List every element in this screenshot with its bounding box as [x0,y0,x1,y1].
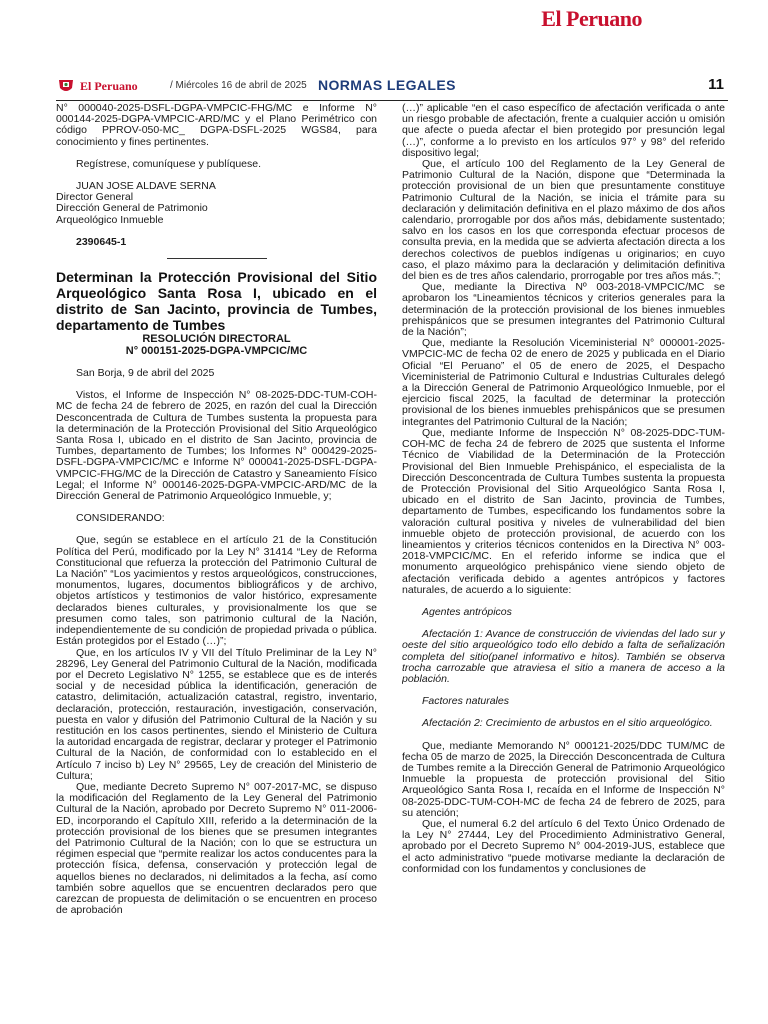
paragraph: Que, mediante Informe de Inspección N° 08-2025-DDC-TUM-COH-MC de fecha 24 de febrero de 2025 que sustenta el Informe Técnico de Viabilidad de la Determinación de la Protección Provisional del Bien Inmueble Prehispánico, el especialista de la Dirección Desconcentrada de Cultura Tumbes sustenta la propuesta de Protección Provisional del Sitio Arqueológico Santa Rosa I, ubicado en el distrito de San Jacinto, provincia de Tumbes, departamento de Tumbes, especificando los fundamentos sobre la valoración cultural positiva y niveles de vulnerabilidad del bien inmueble objeto de protección provisional, de acuerdo con los lineamientos y criterios técnicos contenidos en la Directiva N° 003-2018-VMPCIC/MC. En el referido informe se indica que el monumento arqueológico prehispánico viene siendo objeto de afectación verificada debido a agentes antrópicos y factores naturales, de acuerdo a lo siguiente: [402,426,725,596]
closing-formula: Regístrese, comuníquese y publíquese. [76,157,262,170]
paragraph: N° 000040-2025-DSFL-DGPA-VMPCIC-FHG/MC e Informe N° 000144-2025-DGPA-VMPCIC-ARD/MC y el Plano Perimétrico con código PPROV-050-MC_ DGPA-DSFL-2025 WGS84, para conocimiento y fines pertinentes. [56,103,377,148]
paragraph: Que, el numeral 6.2 del artículo 6 del Texto Único Ordenado de la Ley N° 27444, Ley del Procedimiento Administrativo General, aprobado por el Decreto Supremo N° 004-2019-JUS, establece que el acto administrativo “puede motivarse mediante la declaración de conformidad con los fundamentos y conclusiones de [402,817,725,875]
paragraph: (…)” aplicable “en el caso específico de afectación verificada o ante un riesgo probable de afectación, frente a cualquier acción u omisión que afecte o pueda afectar el bien protegido por presunción legal (…)”, conforme a lo previsto en los artículos 97° y 98° del referido dispositivo legal; [402,103,725,159]
place-date: San Borja, 9 de abril del 2025 [76,367,215,380]
masthead-logo: El Peruano [541,6,642,31]
paragraph-vistos: Vistos, el Informe de Inspección N° 08-2025-DDC-TUM-COH-MC de fecha 24 de febrero de 2025, en razón del cual la Dirección Desconcentrada de Cultura de Tumbes sustenta la propuesta para la determinación de la Protección Provisional del Sitio Arqueológico Santa Rosa I, ubicado en el distrito de San Jacinto, provincia de Tumbes, departamento de Tumbes; los Informes N° 000429-2025-DSFL-DGPA-VMPCIC/MC e Informe N° 000041-2025-DSFL-DGPA-VMPCIC-FHG/MC de la Dirección de Catastro y Saneamiento Físico Legal; el Informe N° 000146-2025-DGPA-VMPCIC-ARD/MC de la Dirección General de Patrimonio Arqueológico Inmueble, y; [56,389,377,503]
divider [167,258,267,259]
paragraph: Que, mediante la Resolución Viceministerial N° 000001-2025-VMPCIC-MC de fecha 02 de enero de 2025 y publicada en el Diario Oficial “El Peruano” el 05 de enero de 2025, el Despacho Viceministerial de Patrimonio Cultural e Industrias Culturales delegó a la Dirección General de Patrimonio Arqueológico Inmueble, por el ejercicio fiscal 2025, la facultad de determinar la protección provisional de los bienes inmuebles prehispánicos que se presumen integrantes del Patrimonio Cultural de la Nación; [402,337,725,428]
header-paper-name: El Peruano [80,79,138,93]
subheading-agentes: Agentes antrópicos [422,605,512,618]
subheading-factores: Factores naturales [422,695,509,708]
paragraph: Que, mediante Memorando N° 000121-2025/DDC TUM/MC de fecha 05 de marzo de 2025, la Dirección Desconcentrada de Cultura de Tumbes remite a la Dirección General de Patrimonio Arqueológico Inmueble la propuesta de protección provisional del Sitio Arqueológico Santa Rosa I, recaída en el Informe de Inspección N° 08-2025-DDC-TUM-COH-MC de fecha 24 de febrero de 2025, para su atención; [402,739,725,819]
document-code: 2390645-1 [76,235,127,248]
paragraph: Que, según se establece en el artículo 21 de la Constitución Política del Perú, modificado por la Ley N° 31414 “Ley de Reforma Constitucional que refuerza la protección del Patrimonio Cultural de La Nación” “Los yacimientos y restos arqueológicos, construcciones, monumentos, lugares, documentos bibliográficos y de archivo, objetos artísticos y testimonios de valor histórico, expresamente declarados bienes culturales, y provisionalmente los que se presumen como tales, son patrimonio cultural de la Nación, independientemente de su condición de propiedad privada o pública. Están protegidos por el Estado (…)”; [56,534,377,648]
right-column [402,103,725,1019]
paragraph: Que, en los artículos IV y VII del Título Preliminar de la Ley N° 28296, Ley General del Patrimonio Cultural de la Nación, modificada por el Decreto Legislativo N° 1255, se establece que es de interés social y de necesidad pública la identificación, generación de catastro, delimitación, actualización catastral, registro, inventario, declaración, protección, restauración, investigación, conservación, puesta en valor y difusión del Patrimonio Cultural de la Nación y su restitución en los casos pertinentes, siendo el Ministerio de Cultura la autoridad encargada de registrar, declarar y proteger el Patrimonio Cultural de la Nación, de conformidad con lo establecido en el Artículo 7 inciso b) Ley N° 29565, Ley de creación del Ministerio de Cultura; [56,646,377,782]
left-column [56,103,377,1019]
paragraph: Que, mediante la Directiva Nº 003-2018-VMPCIC/MC se aprobaron los “Lineamientos técnicos y criterios generales para la determinación de la protección provisional de los bienes inmuebles prehispánicos que se presumen integrantes del Patrimonio Cultural de la Nación”; [402,281,725,339]
article-title: Determinan la Protección Provisional del Sitio Arqueológico Santa Rosa I, ubicado en el distrito de San Jacinto, provincia de Tumbes, departamento de Tumbes [56,269,377,334]
afectacion-2: Afectación 2: Crecimiento de arbustos en el sitio arqueológico. [422,717,713,730]
paragraph: Que, mediante Decreto Supremo N° 007-2017-MC, se dispuso la modificación del Reglamento de la Ley General del Patrimonio Cultural de la Nación, aprobado por Decreto Supremo N° 011-2006-ED, incorporando el Capítulo XIII, referido a la determinación de la protección provisional de los bienes que se presumen integrantes del Patrimonio Cultural de la Nación; con lo que se estructura un régimen especial que “permite realizar los actos conducentes para la protección física, defensa, conservación y protección legal de aquellos bienes no declarados, ni delimitados a la fecha, así como también sobre aquellos que se encuentren declarados pero que carezcan de propuesta de delimitación o se encuentren en proceso de aprobación [56,780,377,917]
page-number: 11 [708,76,724,93]
afectacion-1: Afectación 1: Avance de construcción de viviendas del lado sur y oeste del sitio arqueológico todo ello debido a falta de señalización completa del sitio(panel informativo e hitos). También se observa trocha carrozable que atraviesa el sitio a manera de acceso a la población. [402,628,725,685]
resolution-heading: RESOLUCIÓN DIRECTORAL [142,333,291,346]
paragraph: Que, el artículo 100 del Reglamento de la Ley General de Patrimonio Cultural de la Nación, dispone que “Determinada la protección provisional de un bien que presuntamente constituye Patrimonio Cultural de la Nación, se inicia el trámite para su declaración y delimitación definitiva en el plazo máximo de dos años calendario, prorrogable por dos años más, debidamente sustentado; salvo en los casos en los que corresponda efectuar procesos de consulta previa, en la medida que se advierta afectación directa a los derechos colectivos de pueblos indígenas u originarios; en cuyo caso, el plazo máximo para la declaración y delimitación definitiva del bien es de tres años calendario, prorrogable por tres años más.”; [402,158,725,283]
page-header [56,76,728,101]
signature-block: JUAN JOSE ALDAVE SERNA Director General Dirección General de Patrimonio Arqueológico Inmueble [56,180,216,226]
coat-of-arms-icon [56,78,76,94]
considerando-heading: CONSIDERANDO: [76,512,165,525]
header-date: / Miércoles 16 de abril de 2025 [170,80,307,91]
resolution-number: N° 000151-2025-DGPA-VMPCIC/MC [125,345,308,358]
header-section: NORMAS LEGALES [318,77,456,93]
